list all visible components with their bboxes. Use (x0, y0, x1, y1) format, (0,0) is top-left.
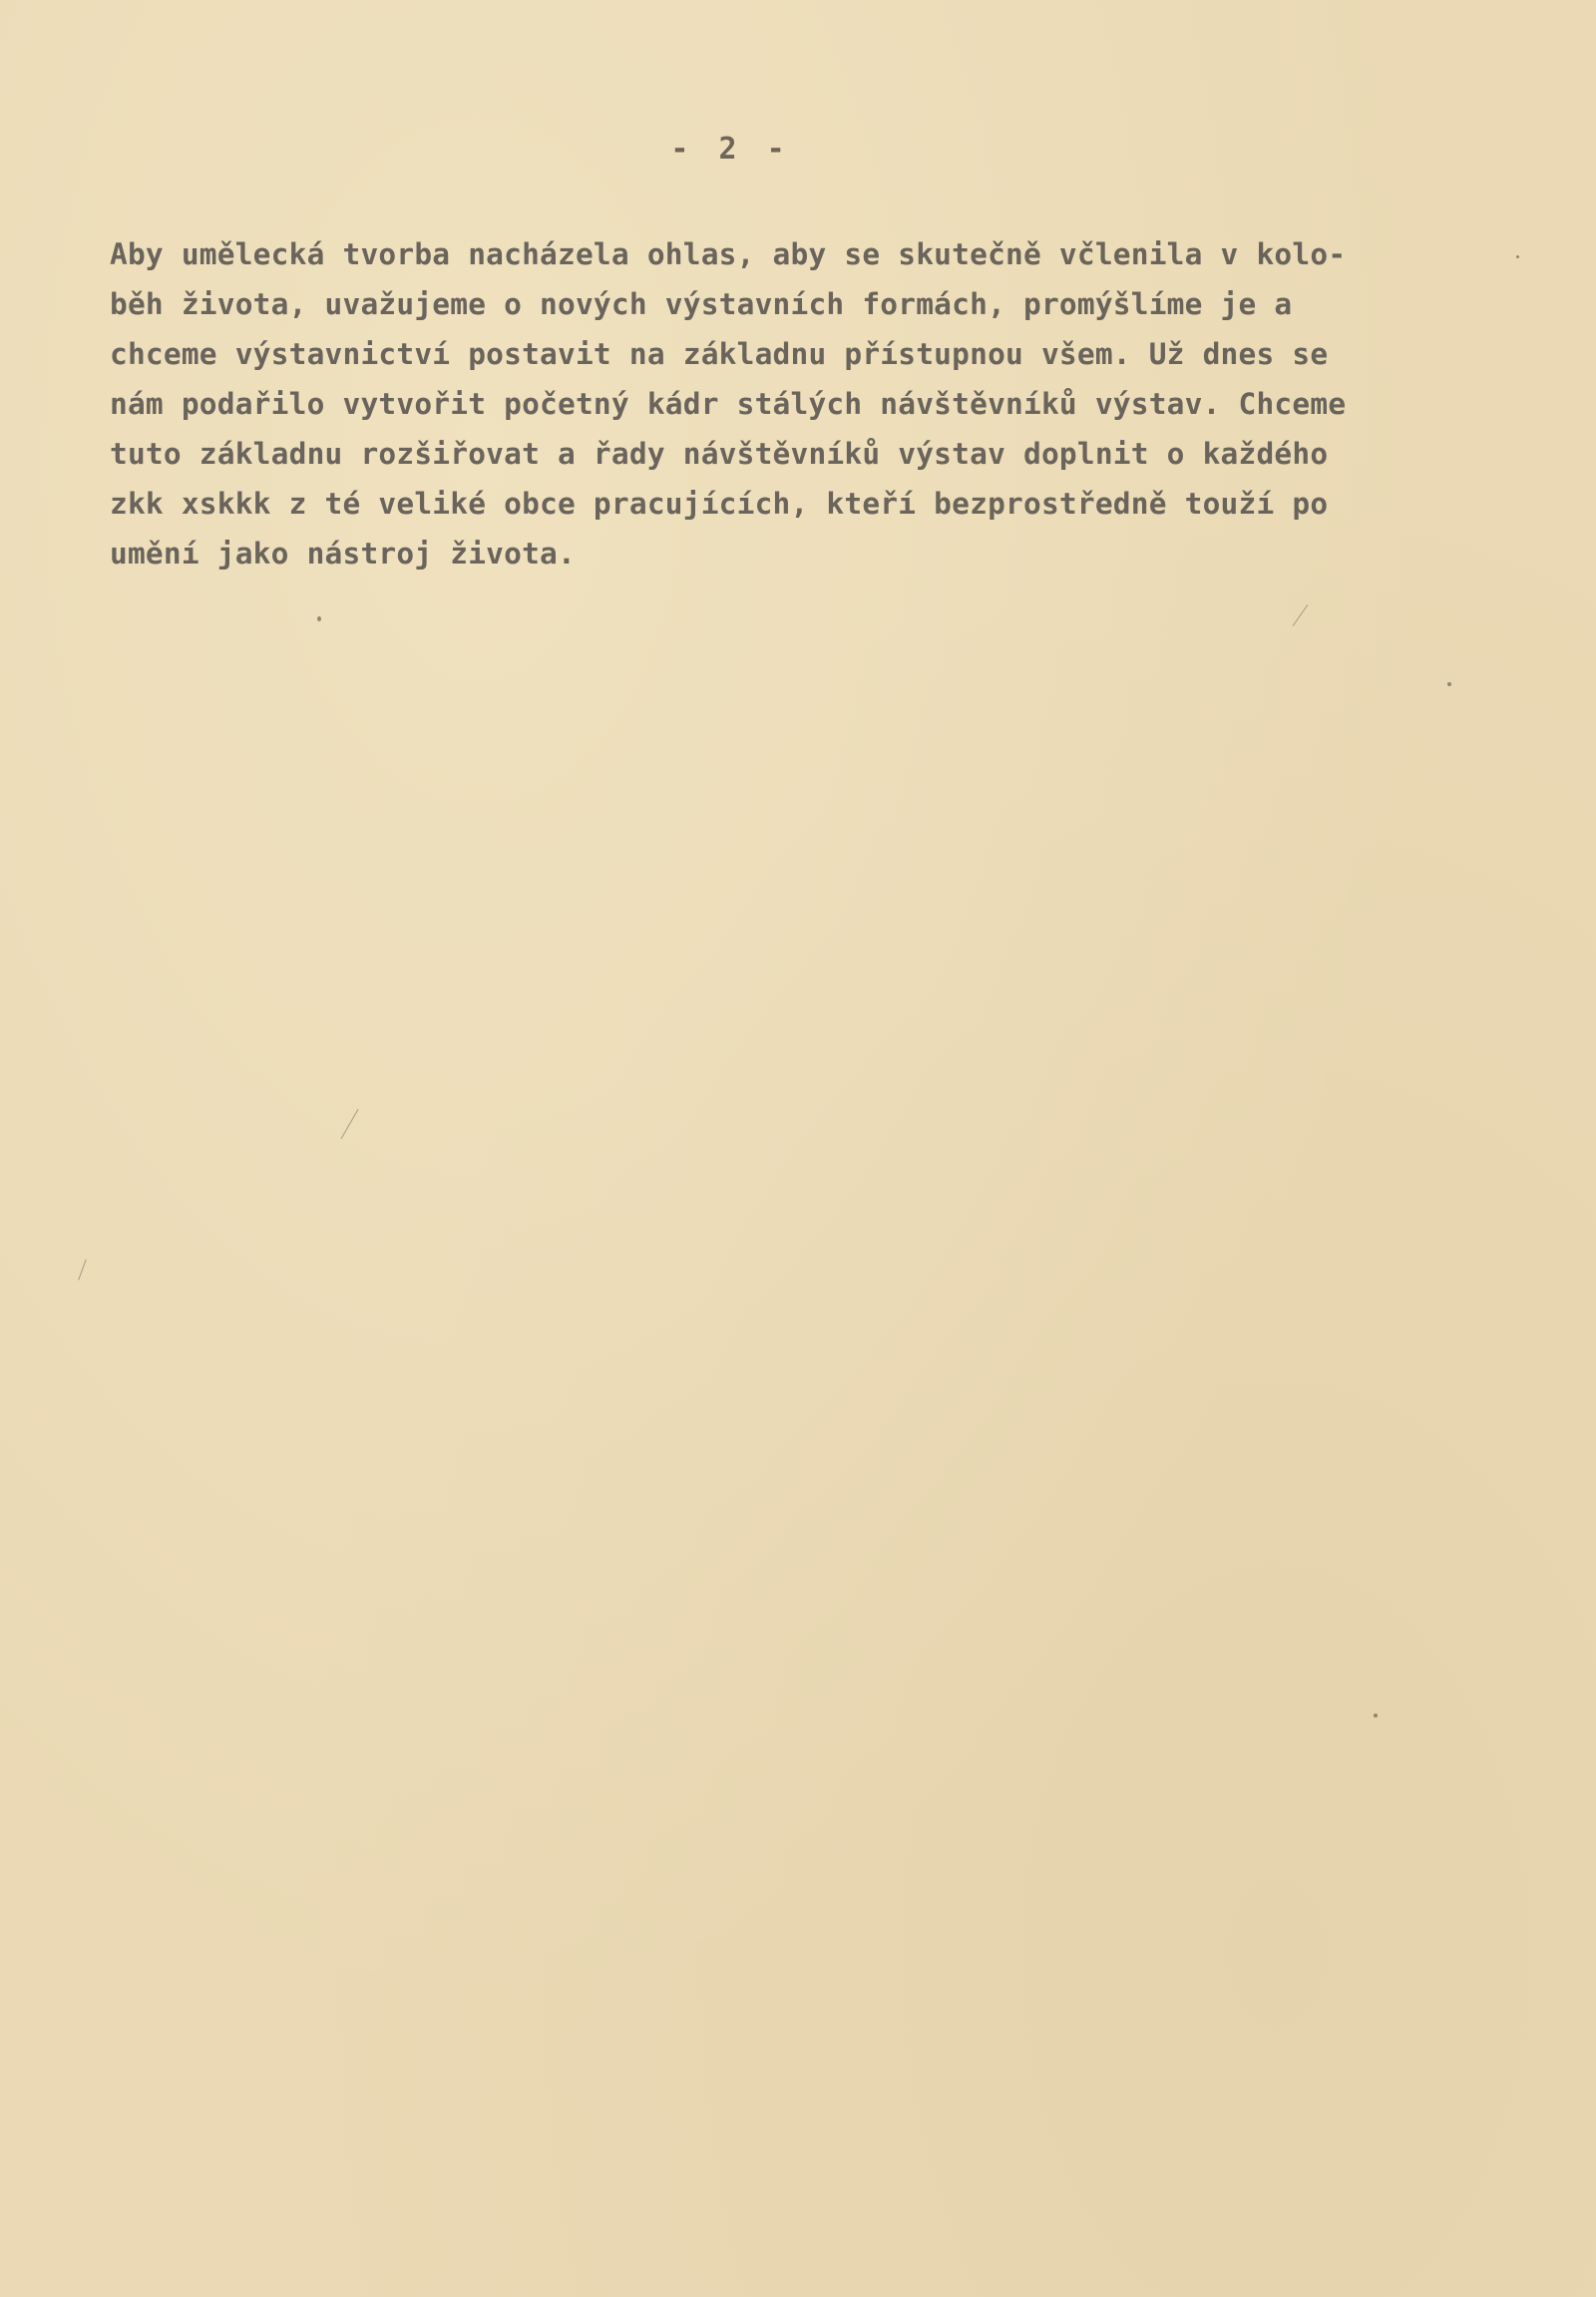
text-line: nám podařilo vytvořit početný kádr stálých návštěvníků výstav. Chceme (110, 387, 1347, 421)
paper-speck (1516, 255, 1519, 258)
text-line: zkk xskkk z té veliké obce pracujících, kteří bezprostředně touží po (110, 487, 1329, 521)
text-line: běh života, uvažujeme o nových výstavních formách, promýšlíme je a (110, 287, 1293, 321)
paper-speck (317, 616, 321, 621)
paper-scratch (341, 1109, 359, 1139)
text-line: tuto základnu rozšiřovat a řady návštěvníků výstav doplnit o každého (110, 437, 1329, 471)
paper-scratch (1293, 604, 1309, 626)
text-line: Aby umělecká tvorba nacházela ohlas, aby se skutečně včlenila v kolo- (110, 237, 1347, 271)
paper-scratch (78, 1259, 86, 1280)
text-line: umění jako nástroj života. (110, 537, 576, 571)
page-number: - 2 - (670, 132, 791, 167)
body-paragraph (110, 229, 1506, 578)
paper-speck (1447, 682, 1451, 686)
text-line: chceme výstavnictví postavit na základnu přístupnou všem. Už dnes se (110, 337, 1329, 371)
paper-speck (1374, 1714, 1378, 1718)
